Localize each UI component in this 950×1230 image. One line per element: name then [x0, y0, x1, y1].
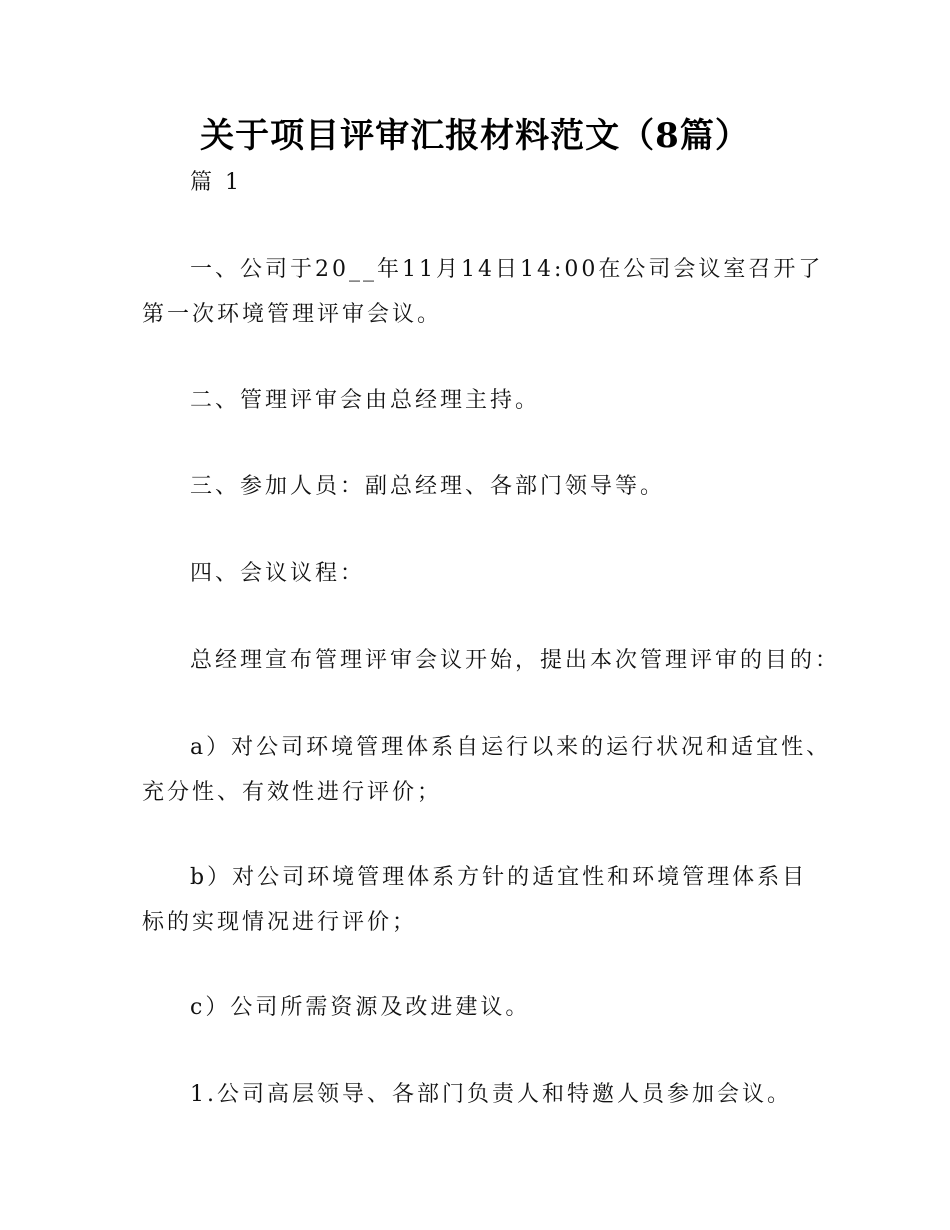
- paragraph-6: [142, 725, 832, 815]
- paragraph-1-line-2: 第一次环境管理评审会议。: [142, 302, 443, 327]
- paragraph-6-line-1: a）对公司环境管理体系自运行以来的运行状况和适宜性、: [190, 735, 832, 760]
- paragraph-2: [142, 378, 832, 423]
- paragraph-2-line-1: 二、管理评审会由总经理主持。: [190, 388, 541, 413]
- paragraph-9: [142, 1072, 832, 1117]
- paragraph-8: [142, 985, 832, 1030]
- paragraph-5-line-1: 总经理宣布管理评审会议开始，提出本次管理评审的目的：: [190, 648, 841, 673]
- paragraph-6-line-2: 充分性、有效性进行评价；: [142, 780, 443, 805]
- paragraph-7-line-1: b）对公司环境管理体系方针的适宜性和环境管理体系目: [190, 865, 808, 890]
- paragraph-8-line-1: c）公司所需资源及改进建议。: [190, 995, 531, 1020]
- paragraph-3-line-1: 三、参加人员：副总经理、各部门领导等。: [190, 474, 666, 499]
- section-label: 篇 1: [190, 170, 242, 195]
- paragraph-9-line-1: 1.公司高层领导、各部门负责人和特邀人员参加会议。: [190, 1082, 792, 1107]
- section-label-paragraph: [142, 160, 832, 205]
- document-title: 关于项目评审汇报材料范文（8篇）: [200, 116, 750, 156]
- paragraph-4: [142, 551, 832, 596]
- paragraph-1: [142, 247, 832, 337]
- paragraph-7-line-2: 标的实现情况进行评价；: [142, 910, 418, 935]
- paragraph-5: [142, 638, 841, 683]
- paragraph-3: [142, 464, 832, 509]
- paragraph-7: [142, 855, 832, 945]
- paragraph-4-line-1: 四、会议议程：: [190, 561, 366, 586]
- paragraph-1-line-1: 一、公司于20__年11月14日14:00在公司会议室召开了: [190, 257, 824, 282]
